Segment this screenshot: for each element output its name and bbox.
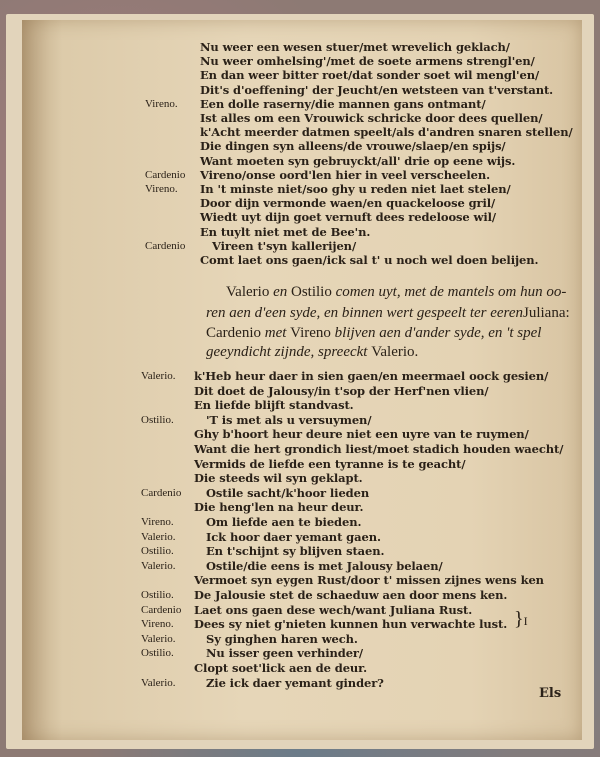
- sd-text: en: [269, 284, 291, 300]
- verse-line: En tuylt niet met de Bee'n.: [200, 224, 371, 239]
- speaker-name: Cardenio: [141, 603, 182, 616]
- stage-direction-line-3: [206, 325, 541, 342]
- speaker-name: Ostilio.: [141, 589, 174, 601]
- verse-line: Vermoet syn eygen Rust/door t' missen zijnes wens ken: [194, 573, 544, 588]
- verse-line: Die steeds wil syn geklapt.: [194, 471, 363, 486]
- speaker-name: Ostilio.: [141, 545, 174, 558]
- verse-line: Nu weer een wesen stuer/met wrevelich geklach/: [200, 40, 510, 54]
- name-juliana: Juliana:: [523, 305, 570, 321]
- verse-line: Comt laet ons gaen/ick sal t' u noch wel doen belijen.: [200, 253, 539, 267]
- speaker-name: Ostilio.: [141, 413, 174, 426]
- stage-direction-line-2: [206, 305, 570, 322]
- page-gutter-shadow: [22, 20, 62, 740]
- verse-line: Die heng'len na heur deur.: [194, 500, 364, 515]
- name-valerio: Valerio.: [371, 344, 419, 360]
- sd-text: comen uyt, met de mantels om hun oo-: [331, 284, 567, 300]
- speaker-name: Valerio.: [141, 559, 176, 572]
- speaker-name: Vireno.: [141, 618, 174, 631]
- margin-note-letter: I: [523, 614, 528, 628]
- verse-line: Laet ons gaen dese wech/want Juliana Rust.: [194, 602, 473, 617]
- name-cardenio: Cardenio: [206, 325, 261, 341]
- verse-line: Door dijn vermonde waen/en quackeloose gril/: [200, 196, 496, 211]
- verse-line: Dit's d'oeffening' der Jeucht/en wetsteen van t'verstant.: [200, 82, 554, 97]
- verse-line: Ostile/die eens is met Jalousy belaen/: [206, 558, 443, 573]
- catchword: Els: [539, 686, 562, 701]
- verse-line: k'Heb heur daer in sien gaen/en meermael oock gesien/: [194, 369, 549, 383]
- speaker-name: Valerio.: [141, 632, 176, 645]
- speaker-name: Cardenio: [145, 239, 186, 252]
- name-ostilio: Ostilio: [291, 284, 332, 300]
- speaker-name: Cardenio: [141, 486, 182, 499]
- verse-line: Ostile sacht/k'hoor lieden: [206, 485, 370, 500]
- sd-text: blijven aen d'ander syde, en 't spel: [330, 325, 542, 341]
- speaker-name: Vireno.: [141, 516, 174, 528]
- verse-line: Die dingen syn alleens/de vrouwe/slaep/en spijs/: [200, 139, 506, 154]
- name-vireno: Vireno: [290, 325, 331, 341]
- sd-text: met: [260, 325, 291, 341]
- speaker-name: Vireno.: [145, 183, 178, 195]
- verse-line: Vireno/onse oord'len hier in veel verscheelen.: [200, 167, 491, 182]
- stage-direction-line-1: [226, 284, 566, 301]
- speaker-name: Valerio.: [141, 676, 176, 689]
- verse-line: Ghy b'hoort heur deure niet een uyre van te ruymen/: [194, 427, 529, 442]
- margin-note: }I: [514, 608, 528, 630]
- verse-line: Clopt soet'lick aen de deur.: [194, 661, 367, 675]
- verse-line: Want moeten syn gebruyckt/all' drie op eene wijs.: [200, 153, 516, 168]
- verse-line: Een dolle raserny/die mannen gans ontmant/: [200, 96, 486, 111]
- verse-line: k'Acht meerder datmen speelt/als d'andren snaren stellen/: [200, 125, 573, 140]
- speaker-name: Valerio.: [141, 530, 176, 543]
- verse-line: En dan weer bitter roet/dat sonder soet wil mengl'en/: [200, 68, 540, 83]
- verse-line: Want die hert grondich liest/moet stadich houden waecht/: [194, 442, 564, 456]
- verse-line: Wiedt uyt dijn goet vernuft dees redeloose wil/: [200, 210, 496, 225]
- sd-text: geeyndicht zijnde, spreeckt: [206, 344, 372, 360]
- verse-line: En liefde blijft standvast.: [194, 398, 354, 413]
- verse-line: En t'schijnt sy blijven staen.: [206, 544, 385, 559]
- verse-line: 'T is met als u versuymen/: [206, 412, 372, 427]
- name-valerio: Valerio: [226, 284, 270, 300]
- speaker-name: Valerio.: [141, 370, 176, 382]
- speaker-name: Cardenio: [145, 168, 186, 181]
- sd-text: ren aen d'een syde, en binnen wert gespeelt ter eeren: [206, 305, 523, 321]
- speaker-name: Vireno.: [145, 97, 178, 110]
- verse-line: Nu weer omhelsing'/met de soete armens strengl'en/: [200, 54, 535, 69]
- verse-line: Zie ick daer yemant ginder?: [206, 675, 384, 690]
- verse-line: Nu isser geen verhinder/: [206, 646, 363, 661]
- verse-line: De Jalousie stet de schaeduw aen door mens ken.: [194, 588, 508, 602]
- verse-line: Dit doet de Jalousy/in t'sop der Herf'nen vlien/: [194, 383, 489, 398]
- verse-line: Vireen t'syn kallerijen/: [212, 238, 357, 253]
- verse-line: Vermids de liefde een tyranne is te geacht/: [194, 456, 466, 471]
- stage-direction-line-4: [206, 344, 418, 361]
- verse-line: Om liefde aen te bieden.: [206, 515, 362, 529]
- verse-line: Ick hoor daer yemant gaen.: [206, 529, 381, 544]
- verse-line: In 't minste niet/soo ghy u reden niet laet stelen/: [200, 182, 511, 196]
- verse-line: Sy ginghen haren wech.: [206, 631, 358, 646]
- verse-line: Dees sy niet g'nieten kunnen hun verwachte lust.: [194, 617, 508, 632]
- verse-line: Ist alles om een Vrouwick schricke door dees quellen/: [200, 111, 543, 125]
- speaker-name: Ostilio.: [141, 647, 174, 660]
